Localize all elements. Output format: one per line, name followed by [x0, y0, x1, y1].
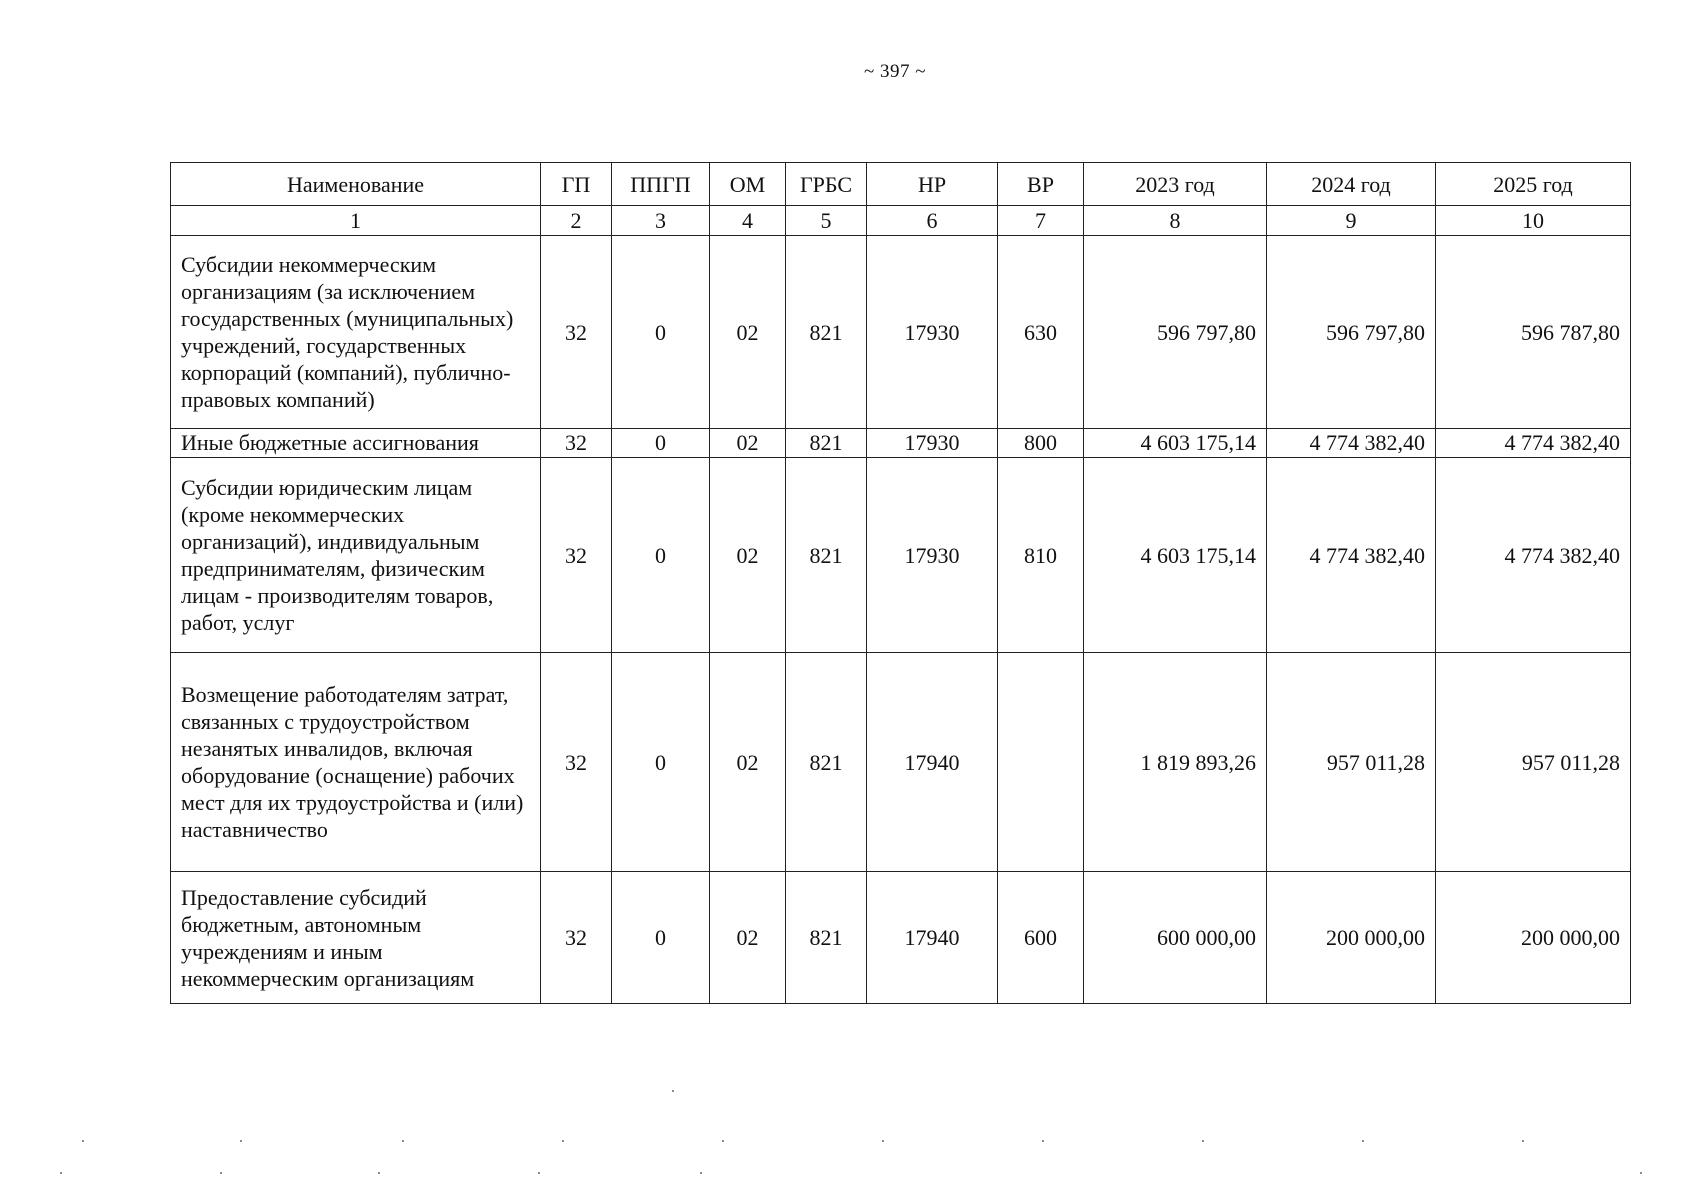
column-number-row: [171, 206, 1631, 236]
cell-gp: 32: [541, 429, 612, 458]
cell-nr: 17940: [867, 653, 998, 872]
header-om: ОМ: [710, 163, 786, 206]
scan-speck: [1522, 1140, 1524, 1142]
column-number: 1: [171, 206, 541, 236]
row-name: Возмещение работодателям затрат, связанных с трудоустройством незанятых инвалидов, включая оборудование (оснащение) рабочих мест для их трудоустройства и (или) наставничество: [171, 653, 541, 872]
cell-grbs: 821: [786, 458, 867, 653]
scan-speck: [402, 1140, 404, 1142]
column-number: 7: [998, 206, 1084, 236]
cell-2024: 596 797,80: [1267, 236, 1436, 429]
cell-2024: 200 000,00: [1267, 872, 1436, 1004]
cell-vr: [998, 653, 1084, 872]
scan-speck: [240, 1140, 242, 1142]
scan-speck: [82, 1140, 84, 1142]
cell-2024: 4 774 382,40: [1267, 458, 1436, 653]
scan-speck: [562, 1140, 564, 1142]
cell-ppgp: 0: [612, 653, 710, 872]
header-2024: 2024 год: [1267, 163, 1436, 206]
column-number: 5: [786, 206, 867, 236]
cell-grbs: 821: [786, 429, 867, 458]
cell-grbs: 821: [786, 653, 867, 872]
scan-speck: [672, 1090, 674, 1092]
header-2025: 2025 год: [1436, 163, 1631, 206]
cell-vr: 800: [998, 429, 1084, 458]
table-row: [171, 429, 1631, 458]
cell-om: 02: [710, 872, 786, 1004]
scan-speck: [220, 1172, 222, 1174]
table-row: [171, 653, 1631, 872]
cell-grbs: 821: [786, 872, 867, 1004]
budget-table: [170, 162, 1631, 1004]
row-name: Субсидии некоммерческим организациям (за исключением государственных (муниципальных) учреждений, государственных корпораций (компаний), публично-правовых компаний): [171, 236, 541, 429]
column-number: 6: [867, 206, 998, 236]
column-number: 8: [1084, 206, 1267, 236]
header-grbs: ГРБС: [786, 163, 867, 206]
cell-2024: 4 774 382,40: [1267, 429, 1436, 458]
table-row: [171, 236, 1631, 429]
cell-2023: 4 603 175,14: [1084, 429, 1267, 458]
cell-2023: 4 603 175,14: [1084, 458, 1267, 653]
cell-gp: 32: [541, 236, 612, 429]
cell-2025: 200 000,00: [1436, 872, 1631, 1004]
scan-speck: [1202, 1140, 1204, 1142]
cell-om: 02: [710, 653, 786, 872]
cell-ppgp: 0: [612, 872, 710, 1004]
header-name: Наименование: [171, 163, 541, 206]
cell-vr: 600: [998, 872, 1084, 1004]
cell-nr: 17930: [867, 236, 998, 429]
header-vr: ВР: [998, 163, 1084, 206]
column-number: 10: [1436, 206, 1631, 236]
scan-speck: [60, 1172, 62, 1174]
header-gp: ГП: [541, 163, 612, 206]
scan-speck: [700, 1172, 702, 1174]
scan-speck: [1042, 1140, 1044, 1142]
scan-speck: [378, 1172, 380, 1174]
cell-2024: 957 011,28: [1267, 653, 1436, 872]
cell-2025: 957 011,28: [1436, 653, 1631, 872]
cell-ppgp: 0: [612, 429, 710, 458]
cell-ppgp: 0: [612, 236, 710, 429]
cell-2023: 1 819 893,26: [1084, 653, 1267, 872]
column-number: 2: [541, 206, 612, 236]
header-row: [171, 163, 1631, 206]
table-row: [171, 872, 1631, 1004]
cell-om: 02: [710, 236, 786, 429]
cell-grbs: 821: [786, 236, 867, 429]
column-number: 3: [612, 206, 710, 236]
cell-gp: 32: [541, 872, 612, 1004]
scan-speck: [882, 1140, 884, 1142]
scan-speck: [1362, 1140, 1364, 1142]
cell-2025: 4 774 382,40: [1436, 458, 1631, 653]
cell-gp: 32: [541, 458, 612, 653]
cell-ppgp: 0: [612, 458, 710, 653]
cell-nr: 17940: [867, 872, 998, 1004]
column-number: 4: [710, 206, 786, 236]
header-2023: 2023 год: [1084, 163, 1267, 206]
row-name: Субсидии юридическим лицам (кроме некоммерческих организаций), индивидуальным предпринимателям, физическим лицам - производителям товаров, работ, услуг: [171, 458, 541, 653]
cell-om: 02: [710, 458, 786, 653]
table-row: [171, 458, 1631, 653]
scan-speck: [538, 1172, 540, 1174]
cell-vr: 630: [998, 236, 1084, 429]
scan-speck: [722, 1140, 724, 1142]
cell-2025: 596 787,80: [1436, 236, 1631, 429]
header-nr: НР: [867, 163, 998, 206]
row-name: Иные бюджетные ассигнования: [171, 429, 541, 458]
cell-2023: 600 000,00: [1084, 872, 1267, 1004]
scan-speck: [1640, 1172, 1642, 1174]
cell-2025: 4 774 382,40: [1436, 429, 1631, 458]
row-name: Предоставление субсидий бюджетным, автономным учреждениям и иным некоммерческим организациям: [171, 872, 541, 1004]
cell-nr: 17930: [867, 429, 998, 458]
cell-2023: 596 797,80: [1084, 236, 1267, 429]
cell-gp: 32: [541, 653, 612, 872]
header-ppgp: ППГП: [612, 163, 710, 206]
page-number: ~ 397 ~: [863, 61, 927, 82]
cell-nr: 17930: [867, 458, 998, 653]
cell-om: 02: [710, 429, 786, 458]
column-number: 9: [1267, 206, 1436, 236]
cell-vr: 810: [998, 458, 1084, 653]
